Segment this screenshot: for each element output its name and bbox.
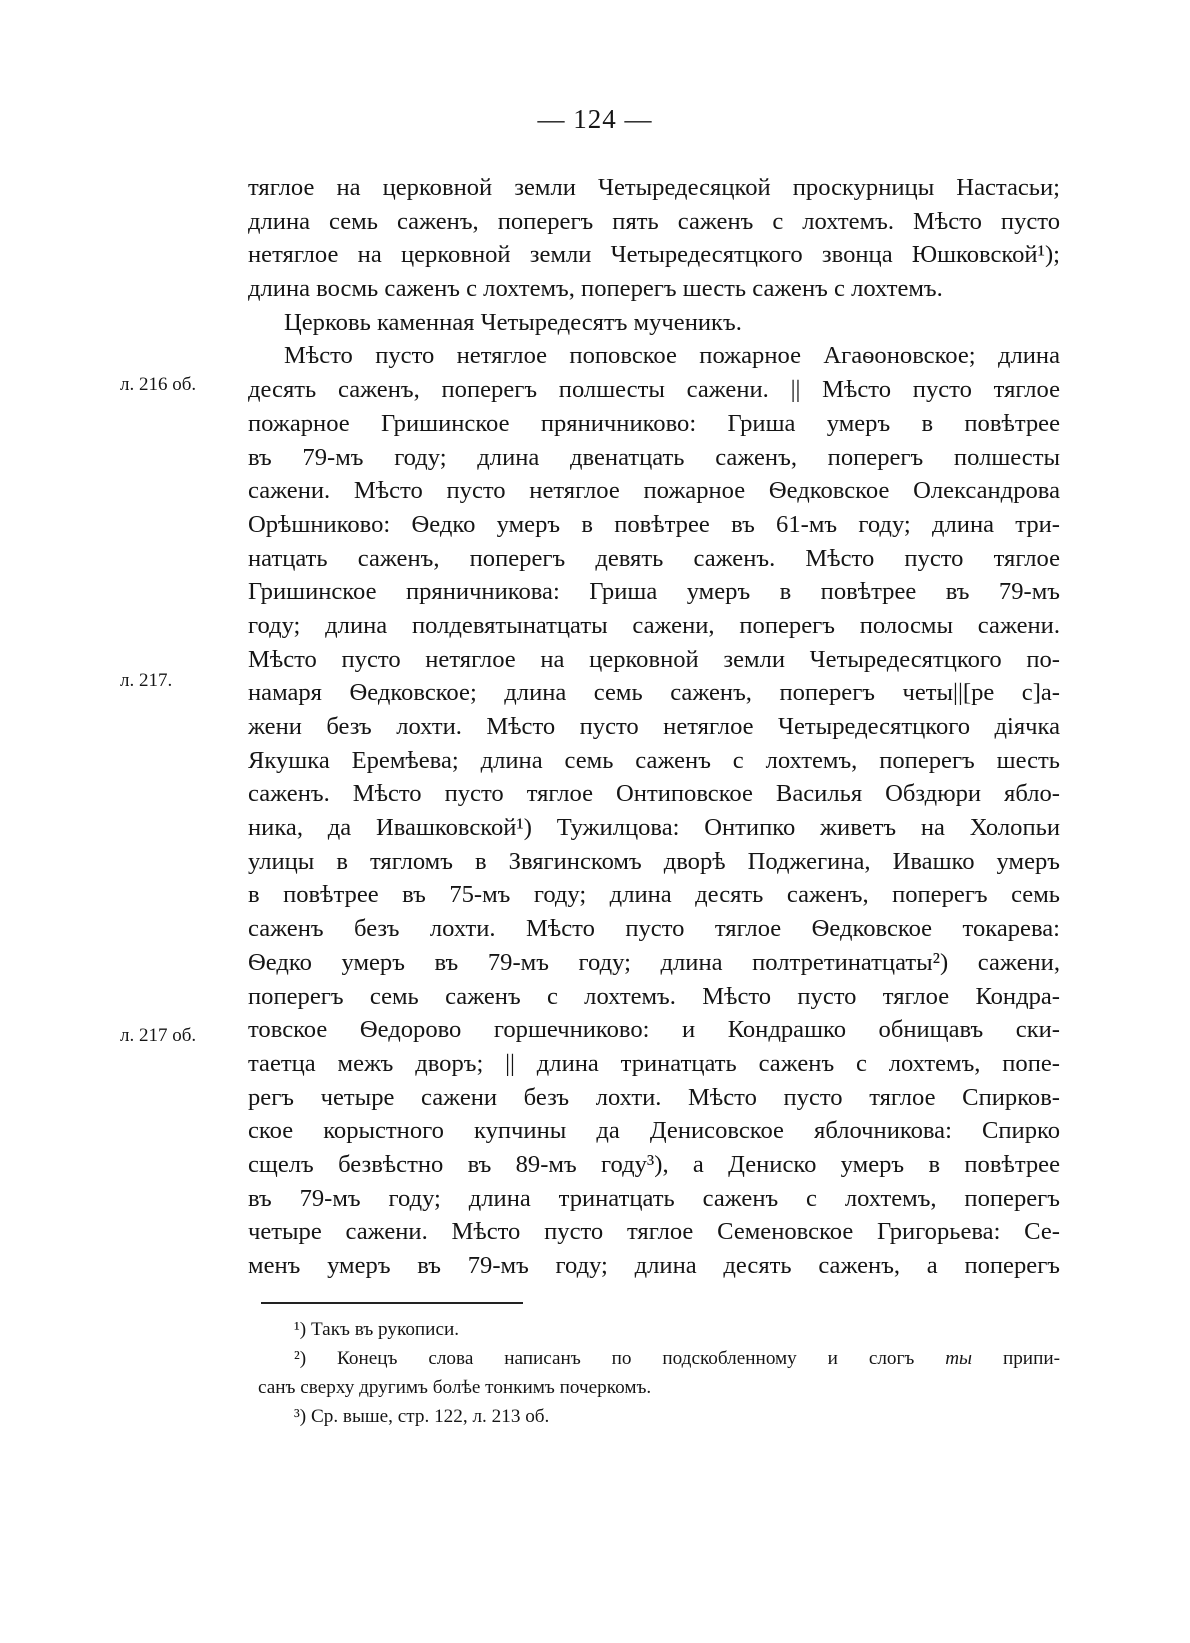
page-number: — 124 —	[537, 104, 653, 134]
text-line: улицы в тягломъ в Звягинскомъ дворѣ Поджегина, Ивашко умеръ	[248, 847, 1060, 875]
footnote-3: ³) Ср. выше, стр. 122, л. 213 об.	[294, 1406, 550, 1427]
footnote-2-text-end: припи-	[1002, 1348, 1060, 1369]
footnote-2-continuation: санъ сверху другимъ болѣе тонкимъ почеркомъ.	[258, 1377, 652, 1398]
text-line: Якушка Еремѣева; длина семь саженъ с лохтемъ, поперегъ шесть	[248, 746, 1060, 774]
text-line: намаря Ѳедковское; длина семь саженъ, поперегъ четы||[ре с]а-	[248, 679, 1060, 707]
text-line: жени безъ лохти. Мѣсто пусто нетяглое Четыредесятцкого дiячка	[248, 713, 1060, 740]
text-line: ника, да Ивашковской¹) Тужилцова: Онтипко живетъ на Холопьи	[248, 814, 1060, 842]
body-text	[248, 171, 1060, 1283]
text-line: тяглое на церковной земли Четыредесяцкой проскурницы Настасьи;	[248, 174, 1060, 201]
text-line: Гришинское пряничникова: Гриша умеръ в повѣтрее въ 79-мъ	[248, 578, 1060, 606]
text-line: регъ четыре сажени безъ лохти. Мѣсто пусто тяглое Спирков-	[248, 1083, 1060, 1111]
text-line: таетца межъ дворъ; || длина тринатцать саженъ с лохтемъ, попе-	[248, 1049, 1060, 1077]
text-line: нетяглое на церковной земли Четыредесятцкого звонца Юшковской¹);	[248, 241, 1060, 269]
footnote-separator	[261, 1302, 523, 1304]
text-line: саженъ. Мѣсто пусто тяглое Онтиповское Василья Обздюри ябло-	[248, 780, 1060, 808]
text-line: натцать саженъ, поперегъ девять саженъ. Мѣсто пусто тяглое	[248, 544, 1060, 572]
text-line: четыре сажени. Мѣсто пусто тяглое Семеновское Григорьева: Се-	[248, 1218, 1060, 1246]
text-line: пожарное Гришинское пряничниково: Гриша умеръ в повѣтрее	[248, 409, 1060, 437]
footnote-2-italic-syllable: ты	[945, 1348, 973, 1369]
text-line: Мѣсто пусто нетяглое на церковной земли Четыредесятцкого по-	[248, 645, 1060, 673]
margin-note-folio: л. 217.	[120, 670, 173, 691]
section-heading: Церковь каменная Четыредесятъ мученикъ.	[284, 308, 742, 336]
text-line: поперегъ семь саженъ с лохтемъ. Мѣсто пусто тяглое Кондра-	[248, 982, 1060, 1010]
margin-note-folio: л. 217 об.	[120, 1025, 197, 1046]
text-line: сщелъ безвѣстно въ 89-мъ году³), а Дениско умеръ в повѣтрее	[248, 1150, 1060, 1178]
text-line: длина семь саженъ, поперегъ пять саженъ с лохтемъ. Мѣсто пусто	[248, 207, 1060, 235]
text-line: въ 79-мъ году; длина двенатцать саженъ, поперегъ полшесты	[248, 443, 1060, 471]
text-line: сажени. Мѣсто пусто нетяглое пожарное Ѳедковское Олександрова	[248, 477, 1060, 505]
text-line: году; длина полдевятынатцаты сажени, поперегъ полосмы сажени.	[248, 611, 1060, 639]
text-line: въ 79-мъ году; длина тринатцать саженъ с лохтемъ, поперегъ	[248, 1184, 1060, 1212]
footnote-1: ¹) Такъ въ рукописи.	[294, 1319, 460, 1340]
footnote-2-text: ²) Конецъ слова написанъ по подскобленному и слогъ	[294, 1348, 915, 1369]
text-line: менъ умеръ въ 79-мъ году; длина десять саженъ, а поперегъ	[248, 1252, 1060, 1279]
footnotes	[258, 1315, 1060, 1431]
text-line: ское корыстного купчины да Денисовское яблочникова: Спирко	[248, 1117, 1060, 1145]
text-line: в повѣтрее въ 75-мъ году; длина десять саженъ, поперегъ семь	[248, 881, 1060, 909]
margin-note-folio: л. 216 об.	[120, 374, 197, 395]
text-line: товское Ѳедорово горшечниково: и Кондрашко обнищавъ ски-	[248, 1016, 1060, 1044]
text-line: саженъ безъ лохти. Мѣсто пусто тяглое Ѳедковское токарева:	[248, 915, 1060, 943]
text-line: Ѳедко умеръ въ 79-мъ году; длина полтретинатцаты²) сажени,	[248, 948, 1060, 976]
text-line: Орѣшниково: Ѳедко умеръ в повѣтрее въ 61-мъ году; длина три-	[248, 510, 1060, 538]
text-line: Мѣсто пусто нетяглое поповское пожарное Агаѳоновское; длина	[284, 342, 1060, 370]
footnote-2	[258, 1344, 1060, 1373]
text-line: длина восмь саженъ с лохтемъ, поперегъ шесть саженъ с лохтемъ.	[248, 275, 943, 303]
text-line: десять саженъ, поперегъ полшесты сажени. || Мѣсто пусто тяглое	[248, 376, 1060, 404]
